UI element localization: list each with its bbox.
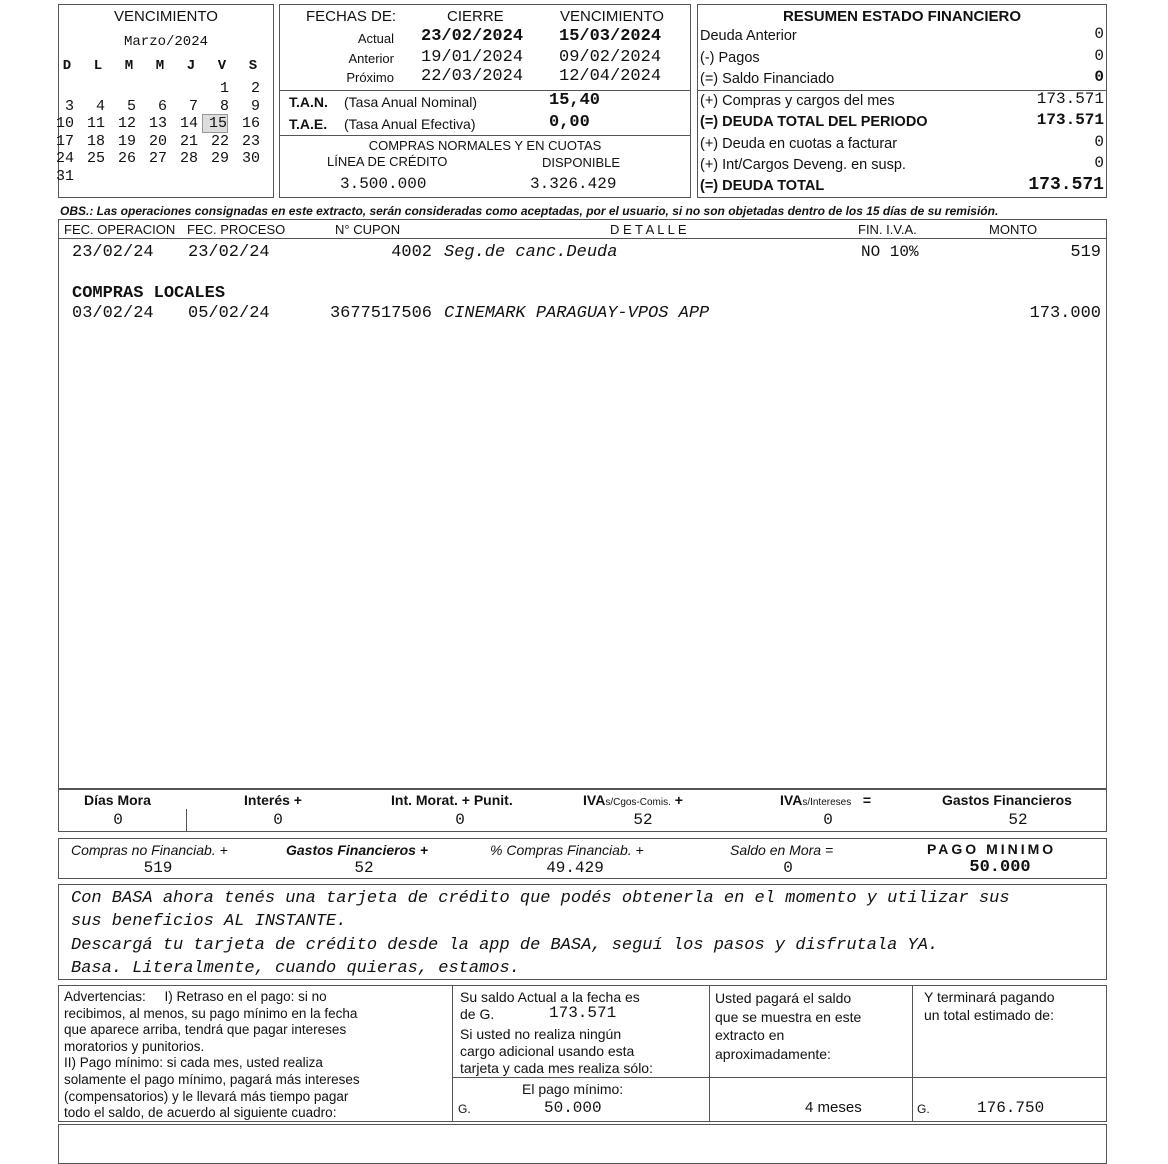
pago-gastos-value: 52 [354, 859, 374, 877]
obs-note: OBS.: Las operaciones consignadas en este extracto, serán consideradas como aceptadas, por el usuario, si no son objetadas dentro de los 15 días de su remisión. [60, 204, 999, 218]
calendar-month: Marzo/2024 [123, 34, 208, 50]
warning-line: recibimos, al menos, su pago mínimo en la fecha [64, 1005, 358, 1021]
calendar-day: 19 [117, 133, 136, 150]
summary-row-value: 0 [1094, 47, 1104, 65]
available-label: DISPONIBLE [542, 155, 621, 170]
terminara-line: Y terminará pagando [924, 989, 1055, 1005]
row-op-date: 23/02/24 [72, 243, 154, 262]
mora-iva-comis-label: IVAs/Cgos-Comis. + [583, 792, 683, 808]
calendar-day: 18 [86, 133, 105, 150]
pagara-line: extracto en [715, 1027, 785, 1043]
meses-value: 4 meses [805, 1099, 862, 1116]
mora-moratorio-value: 0 [455, 811, 465, 829]
warning-line: II) Pago mínimo: si cada mes, usted realiza [64, 1055, 323, 1071]
th-fec-proceso: FEC. PROCESO [187, 222, 286, 237]
promo-line-3: Descargá tu tarjeta de crédito desde la app de BASA, seguí los pasos y disfrutala YA. [71, 936, 939, 955]
calendar-day: 5 [126, 98, 136, 115]
pagara-line: Usted pagará el saldo [715, 990, 852, 1006]
calendar-day: 12 [117, 115, 136, 132]
row-amount: 173.000 [1029, 304, 1101, 323]
dates-prev-label: Anterior [348, 51, 394, 66]
calendar-day: 6 [157, 98, 167, 115]
pago-minimo-value: 50.000 [969, 858, 1031, 877]
tan-value: 15,40 [549, 91, 601, 110]
summary-row-label: (=) DEUDA TOTAL [700, 178, 825, 194]
warning-line: que aparece arriba, tendrá que pagar intereses [64, 1022, 347, 1038]
pago-minimo-label: PAGO MINIMO [927, 841, 1057, 857]
mora-dias-value: 0 [113, 811, 123, 829]
minimo-prefix: G. [458, 1102, 471, 1116]
pago-compras-value: 519 [143, 859, 173, 877]
total-prefix: G. [917, 1102, 930, 1116]
mora-moratorio-label: Int. Morat. + Punit. [391, 792, 513, 808]
calendar-day: 24 [55, 150, 74, 167]
warning-line: solamente el pago mínimo, pagará más intereses [64, 1072, 360, 1087]
pago-porc-label: % Compras Financiab. + [490, 842, 644, 858]
mora-gastos-value: 52 [1008, 811, 1028, 829]
calendar-day: 3 [64, 98, 74, 115]
warning-line: Advertencias: I) Retraso en el pago: si no [64, 989, 327, 1004]
weekday-label: L [93, 58, 103, 74]
available-value: 3.326.429 [530, 175, 617, 193]
calendar-day: 8 [219, 98, 229, 115]
dates-actual-close: 23/02/2024 [421, 27, 524, 46]
calendar-day: 23 [241, 133, 260, 150]
row-amount: 519 [1070, 243, 1101, 262]
promo-line-4: Basa. Literalmente, cuando quieras, estamos. [71, 959, 520, 978]
summary-row-value: 0 [1094, 133, 1104, 151]
row-detail: CINEMARK PARAGUAY-VPOS APP [444, 304, 710, 323]
summary-row-label: (+) Compras y cargos del mes [700, 93, 895, 109]
calendar-day: 7 [188, 98, 198, 115]
th-monto: MONTO [989, 222, 1038, 237]
mora-interes-value: 0 [273, 811, 283, 829]
calendar-day: 11 [86, 115, 105, 132]
calendar-day: 17 [55, 133, 74, 150]
row-cupon: 3677517506 [329, 304, 432, 323]
saldo-line-1: Su saldo Actual a la fecha es [460, 989, 640, 1005]
dates-actual-label: Actual [357, 31, 394, 46]
calendar-day: 15 [203, 115, 227, 132]
pago-porc-value: 49.429 [546, 859, 604, 877]
tae-desc: (Tasa Anual Efectiva) [344, 116, 476, 132]
weekday-label: M [155, 58, 165, 74]
dates-next-close: 22/03/2024 [421, 67, 524, 86]
total-value: 176.750 [977, 1099, 1045, 1117]
dates-col-due: VENCIMIENTO [560, 8, 664, 25]
summary-row-value: 0 [1094, 68, 1104, 86]
weekday-label: J [186, 58, 196, 74]
saldo-prefix: de G. [460, 1006, 495, 1022]
calendar-day: 26 [117, 150, 136, 167]
mora-gastos-label: Gastos Financieros [942, 792, 1072, 808]
calendar-day: 27 [148, 150, 167, 167]
pagara-line: que se muestra en este [715, 1008, 862, 1025]
warning-line: (compensatorios) y le llevará más tiempo pagar [64, 1088, 349, 1104]
calendar-day: 14 [179, 115, 198, 132]
tan-desc: (Tasa Anual Nominal) [344, 94, 478, 110]
mora-dias-label: Días Mora [84, 792, 151, 808]
pago-compras-label: Compras no Financiab. + [71, 842, 228, 858]
tae-value: 0,00 [549, 113, 590, 132]
summary-row-value: 173.571 [1036, 111, 1104, 129]
saldo-line-4: cargo adicional usando esta [460, 1043, 635, 1059]
dates-col-close: CIERRE [447, 8, 504, 25]
row-detail: Seg.de canc.Deuda [444, 243, 618, 262]
pago-gastos-label: Gastos Financieros + [286, 842, 428, 858]
credit-line-label: LÍNEA DE CRÉDITO [327, 154, 448, 169]
terminara-line: un total estimado de: [924, 1007, 1054, 1023]
mora-iva-int-label: IVAs/Intereses = [780, 792, 872, 808]
summary-row-value: 0 [1094, 25, 1104, 43]
dates-prev-close: 19/01/2024 [421, 48, 524, 67]
weekday-label: M [124, 58, 134, 74]
credit-header: COMPRAS NORMALES Y EN CUOTAS [368, 138, 602, 153]
calendar-day: 21 [179, 133, 198, 150]
section-compras-locales: COMPRAS LOCALES [72, 284, 226, 303]
calendar-day: 4 [95, 98, 105, 115]
th-cupon: N° CUPON [335, 222, 401, 237]
dates-next-label: Próximo [346, 70, 394, 85]
summary-row-value: 0 [1094, 154, 1104, 172]
summary-row-label: (-) Pagos [700, 50, 760, 66]
saldo-line-3: Si usted no realiza ningún [460, 1026, 622, 1042]
credit-line-value: 3.500.000 [340, 175, 427, 193]
tan-label: T.A.N. [289, 94, 328, 110]
th-fec-operacion: FEC. OPERACION [64, 222, 176, 237]
summary-row-label: (+) Deuda en cuotas a facturar [700, 136, 898, 152]
calendar-day: 25 [86, 150, 105, 167]
dates-header: FECHAS DE: [306, 8, 397, 25]
calendar-header: VENCIMIENTO [114, 8, 218, 25]
summary-row-label: (+) Int/Cargos Deveng. en susp. [700, 157, 906, 173]
summary-row-value: 173.571 [1036, 90, 1104, 108]
saldo-value: 173.571 [549, 1004, 617, 1022]
warning-line: todo el saldo, de acuerdo al siguiente cuadro: [64, 1105, 337, 1121]
calendar-day: 29 [210, 150, 229, 167]
minimo-value: 50.000 [544, 1099, 602, 1117]
summary-row-label: (=) Saldo Financiado [700, 71, 835, 87]
calendar-day: 31 [55, 168, 74, 185]
dates-actual-due: 15/03/2024 [559, 27, 662, 46]
row-op-date: 03/02/24 [72, 304, 154, 323]
summary-row-label: Deuda Anterior [700, 28, 797, 44]
calendar-day: 10 [55, 115, 74, 132]
summary-row-label: (=) DEUDA TOTAL DEL PERIODO [700, 114, 928, 130]
row-fin-iva: NO 10% [861, 243, 919, 261]
weekday-label: V [217, 58, 227, 74]
calendar-day: 22 [210, 133, 229, 150]
calendar-day: 16 [241, 115, 260, 132]
summary-title: RESUMEN ESTADO FINANCIERO [782, 8, 1022, 25]
tae-label: T.A.E. [289, 116, 328, 132]
pagara-line: aproximadamente: [715, 1045, 831, 1062]
calendar-day: 20 [148, 133, 167, 150]
calendar-day: 28 [179, 150, 198, 167]
pago-mora-value: 0 [783, 859, 793, 877]
row-proc-date: 05/02/24 [188, 304, 270, 323]
row-proc-date: 23/02/24 [188, 243, 270, 262]
mora-iva-int-value: 0 [823, 811, 833, 829]
footer-box [58, 1124, 1107, 1164]
calendar-day: 30 [241, 150, 260, 167]
row-cupon: 4002 [391, 243, 432, 262]
promo-line-2: sus beneficios AL INSTANTE. [71, 912, 347, 931]
weekday-label: D [62, 58, 72, 74]
dates-prev-due: 09/02/2024 [559, 48, 662, 67]
th-fin-iva: FIN. I.V.A. [858, 222, 917, 237]
weekday-label: S [248, 58, 258, 74]
pago-mora-label: Saldo en Mora = [730, 842, 834, 858]
warning-line: moratorios y punitorios. [64, 1038, 205, 1054]
calendar-day: 13 [148, 115, 167, 132]
mora-iva-comis-value: 52 [633, 811, 653, 829]
dates-next-due: 12/04/2024 [559, 67, 662, 86]
saldo-line-5: tarjeta y cada mes realiza sólo: [460, 1060, 653, 1076]
th-detalle: D E T A L L E [610, 222, 687, 237]
calendar-day: 1 [219, 80, 229, 97]
promo-line-1: Con BASA ahora tenés una tarjeta de crédito que podés obtenerla en el momento y utilizar sus [71, 889, 1010, 908]
calendar-day: 9 [250, 98, 260, 115]
summary-row-value: 173.571 [1028, 175, 1104, 195]
calendar-day: 2 [250, 80, 260, 97]
mora-interes-label: Interés + [244, 792, 302, 808]
minimo-label: El pago mínimo: [522, 1081, 624, 1097]
